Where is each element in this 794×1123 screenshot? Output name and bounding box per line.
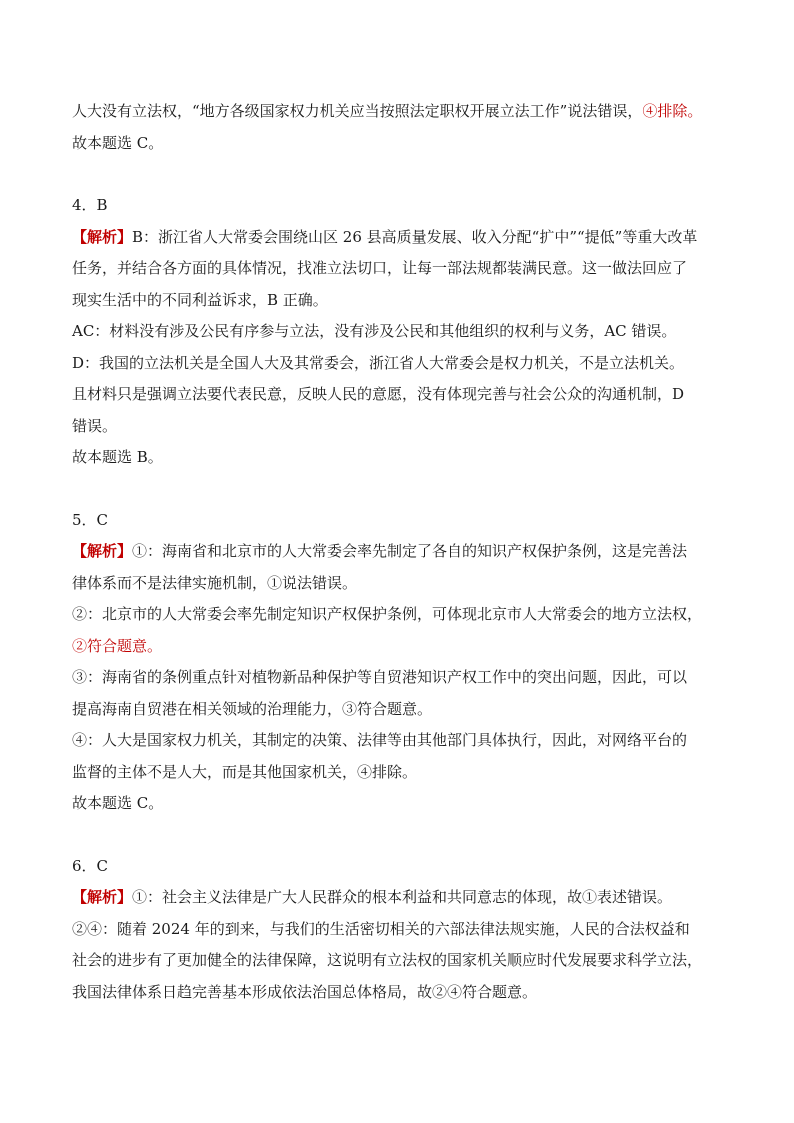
analysis-label: 【解析】	[72, 888, 133, 906]
q5-line-8: 监督的主体不是人大，而是其他国家机关，④排除。	[72, 762, 418, 781]
q4-line-3: 现实生活中的不同利益诉求，B 正确。	[72, 290, 328, 309]
q6-line-3: 社会的进步有了更加健全的法律保障，这说明有立法权的国家机关顺应时代发展要求科学立法，	[72, 951, 703, 969]
q6-line-4: 我国法律体系日趋完善基本形成依法治国总体格局，故②④符合题意。	[72, 982, 538, 1001]
analysis-label: 【解析】	[72, 227, 133, 246]
q6-header: 6．C	[72, 856, 109, 875]
q3-text: 人大没有立法权，“地方各级国家权力机关应当按照法定职权开展立法工作”说法错误，	[72, 102, 643, 120]
q5-line-4-red: ②符合题意。	[72, 636, 163, 655]
q4-line-1	[72, 222, 732, 254]
q4-line-7: 错误。	[72, 416, 118, 435]
q4-line-4: AC：材料没有涉及公民有序参与立法，没有涉及公民和其他组织的权利与义务，AC 错误。	[72, 322, 677, 340]
q6-line-1	[72, 882, 732, 914]
q6-line-2: ②④：随着 2024 年的到来，与我们的生活密切相关的六部法律法规实施，人民的合法权益和	[72, 919, 690, 938]
q5-header: 5．C	[72, 510, 109, 529]
q4-line-5: D：我国的立法机关是全国人大及其常委会，浙江省人大常委会是权力机关，不是立法机关。	[72, 353, 685, 372]
q5-text: ①：海南省和北京市的人大常委会率先制定了各自的知识产权保护条例，这是完善法	[132, 542, 688, 560]
q5-answer-line: 故本题选 C。	[72, 794, 164, 812]
q3-conclusion-red: ④排除。	[642, 102, 703, 120]
q5-line-6: 提高海南自贸港在相关领域的治理能力，③符合题意。	[72, 699, 433, 718]
document-body	[72, 96, 732, 1008]
q4-line-2: 任务，并结合各方面的具体情况，找准立法切口，让每一部法规都装满民意。这一做法回应了	[72, 259, 688, 277]
q3-line-1	[72, 96, 732, 128]
q5-line-3: ②：北京市的人大常委会率先制定知识产权保护条例，可体现北京市人大常委会的地方立法权，	[72, 605, 703, 623]
q4-text: B：浙江省人大常委会围绕山区 26 县高质量发展、收入分配“扩中”“提低”等重大改革	[132, 227, 698, 246]
q4-line-6: 且材料只是强调立法要代表民意，反映人民的意愿，没有体现完善与社会公众的沟通机制，D	[72, 385, 685, 403]
analysis-label: 【解析】	[72, 542, 133, 560]
q5-line-1	[72, 536, 732, 568]
q5-line-7: ④：人大是国家权力机关，其制定的决策、法律等由其他部门具体执行，因此，对网络平台的	[72, 731, 688, 749]
q4-header: 4．B	[72, 196, 108, 214]
q6-text: ①：社会主义法律是广大人民群众的根本利益和共同意志的体现，故①表述错误。	[132, 888, 673, 906]
q5-line-2: 律体系而不是法律实施机制，①说法错误。	[72, 573, 358, 592]
q4-answer-line: 故本题选 B。	[72, 448, 163, 466]
q5-line-5: ③：海南省的条例重点针对植物新品种保护等自贸港知识产权工作中的突出问题，因此，可以	[72, 668, 688, 686]
q3-answer-line: 故本题选 C。	[72, 133, 164, 152]
